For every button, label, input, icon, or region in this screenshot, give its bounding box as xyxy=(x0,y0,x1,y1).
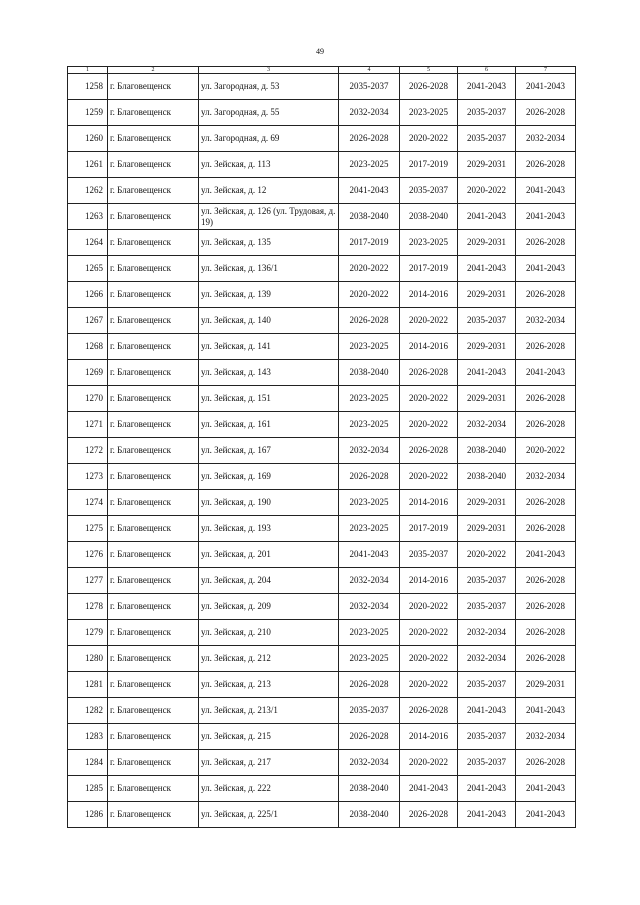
address-cell: ул. Зейская, д. 213/1 xyxy=(199,698,339,724)
table-row xyxy=(68,724,576,750)
address-cell: ул. Загородная, д. 55 xyxy=(199,100,339,126)
period-col4-cell: 2026-2028 xyxy=(339,724,400,750)
period-col7-cell: 2041-2043 xyxy=(516,74,576,100)
page-number: 49 xyxy=(316,47,324,56)
city-cell: г. Благовещенск xyxy=(108,750,199,776)
period-col6-cell: 2020-2022 xyxy=(458,542,516,568)
period-col5-cell: 2035-2037 xyxy=(400,542,458,568)
period-col4-cell: 2041-2043 xyxy=(339,542,400,568)
period-col4-cell: 2023-2025 xyxy=(339,386,400,412)
column-header: 4 xyxy=(339,67,400,74)
period-col7-cell: 2026-2028 xyxy=(516,152,576,178)
housing-repair-schedule-table xyxy=(67,66,576,828)
period-col4-cell: 2032-2034 xyxy=(339,594,400,620)
row-number-cell: 1283 xyxy=(68,724,108,750)
address-cell: ул. Зейская, д. 217 xyxy=(199,750,339,776)
period-col6-cell: 2035-2037 xyxy=(458,126,516,152)
period-col6-cell: 2035-2037 xyxy=(458,724,516,750)
table-row xyxy=(68,386,576,412)
period-col4-cell: 2041-2043 xyxy=(339,178,400,204)
row-number-cell: 1259 xyxy=(68,100,108,126)
city-cell: г. Благовещенск xyxy=(108,698,199,724)
period-col5-cell: 2026-2028 xyxy=(400,438,458,464)
period-col4-cell: 2020-2022 xyxy=(339,256,400,282)
table-row xyxy=(68,74,576,100)
row-number-cell: 1284 xyxy=(68,750,108,776)
table-row xyxy=(68,178,576,204)
period-col6-cell: 2041-2043 xyxy=(458,74,516,100)
row-number-cell: 1269 xyxy=(68,360,108,386)
row-number-cell: 1286 xyxy=(68,802,108,828)
city-cell: г. Благовещенск xyxy=(108,490,199,516)
period-col7-cell: 2032-2034 xyxy=(516,126,576,152)
row-number-cell: 1272 xyxy=(68,438,108,464)
table-row xyxy=(68,542,576,568)
address-cell: ул. Зейская, д. 135 xyxy=(199,230,339,256)
city-cell: г. Благовещенск xyxy=(108,178,199,204)
period-col7-cell: 2026-2028 xyxy=(516,620,576,646)
city-cell: г. Благовещенск xyxy=(108,152,199,178)
row-number-cell: 1281 xyxy=(68,672,108,698)
period-col4-cell: 2035-2037 xyxy=(339,74,400,100)
address-cell: ул. Зейская, д. 139 xyxy=(199,282,339,308)
city-cell: г. Благовещенск xyxy=(108,802,199,828)
table-row xyxy=(68,490,576,516)
period-col4-cell: 2032-2034 xyxy=(339,438,400,464)
period-col5-cell: 2017-2019 xyxy=(400,516,458,542)
city-cell: г. Благовещенск xyxy=(108,230,199,256)
address-cell: ул. Зейская, д. 136/1 xyxy=(199,256,339,282)
city-cell: г. Благовещенск xyxy=(108,74,199,100)
period-col5-cell: 2020-2022 xyxy=(400,672,458,698)
period-col7-cell: 2041-2043 xyxy=(516,204,576,230)
period-col5-cell: 2035-2037 xyxy=(400,178,458,204)
period-col6-cell: 2041-2043 xyxy=(458,698,516,724)
period-col6-cell: 2041-2043 xyxy=(458,360,516,386)
period-col4-cell: 2035-2037 xyxy=(339,698,400,724)
period-col6-cell: 2029-2031 xyxy=(458,334,516,360)
address-cell: ул. Зейская, д. 161 xyxy=(199,412,339,438)
period-col6-cell: 2035-2037 xyxy=(458,100,516,126)
table-row xyxy=(68,360,576,386)
period-col6-cell: 2035-2037 xyxy=(458,594,516,620)
period-col5-cell: 2020-2022 xyxy=(400,386,458,412)
row-number-cell: 1266 xyxy=(68,282,108,308)
period-col5-cell: 2026-2028 xyxy=(400,74,458,100)
period-col4-cell: 2023-2025 xyxy=(339,152,400,178)
period-col6-cell: 2035-2037 xyxy=(458,308,516,334)
table-row xyxy=(68,750,576,776)
period-col5-cell: 2020-2022 xyxy=(400,750,458,776)
row-number-cell: 1271 xyxy=(68,412,108,438)
period-col4-cell: 2026-2028 xyxy=(339,672,400,698)
period-col6-cell: 2020-2022 xyxy=(458,178,516,204)
period-col5-cell: 2038-2040 xyxy=(400,204,458,230)
row-number-cell: 1277 xyxy=(68,568,108,594)
period-col6-cell: 2041-2043 xyxy=(458,204,516,230)
period-col6-cell: 2035-2037 xyxy=(458,750,516,776)
period-col6-cell: 2035-2037 xyxy=(458,568,516,594)
period-col6-cell: 2032-2034 xyxy=(458,620,516,646)
city-cell: г. Благовещенск xyxy=(108,724,199,750)
row-number-cell: 1278 xyxy=(68,594,108,620)
city-cell: г. Благовещенск xyxy=(108,256,199,282)
period-col4-cell: 2023-2025 xyxy=(339,490,400,516)
address-cell: ул. Зейская, д. 201 xyxy=(199,542,339,568)
table-row xyxy=(68,152,576,178)
address-cell: ул. Загородная, д. 53 xyxy=(199,74,339,100)
table-row xyxy=(68,256,576,282)
period-col7-cell: 2026-2028 xyxy=(516,646,576,672)
period-col5-cell: 2017-2019 xyxy=(400,256,458,282)
city-cell: г. Благовещенск xyxy=(108,516,199,542)
period-col4-cell: 2038-2040 xyxy=(339,802,400,828)
address-cell: ул. Зейская, д. 225/1 xyxy=(199,802,339,828)
period-col4-cell: 2026-2028 xyxy=(339,126,400,152)
period-col7-cell: 2041-2043 xyxy=(516,542,576,568)
period-col4-cell: 2023-2025 xyxy=(339,620,400,646)
period-col6-cell: 2029-2031 xyxy=(458,490,516,516)
city-cell: г. Благовещенск xyxy=(108,126,199,152)
period-col6-cell: 2041-2043 xyxy=(458,802,516,828)
city-cell: г. Благовещенск xyxy=(108,620,199,646)
table-row xyxy=(68,672,576,698)
period-col4-cell: 2038-2040 xyxy=(339,204,400,230)
address-cell: ул. Зейская, д. 141 xyxy=(199,334,339,360)
period-col4-cell: 2017-2019 xyxy=(339,230,400,256)
city-cell: г. Благовещенск xyxy=(108,282,199,308)
period-col6-cell: 2029-2031 xyxy=(458,282,516,308)
period-col7-cell: 2032-2034 xyxy=(516,464,576,490)
address-cell: ул. Зейская, д. 151 xyxy=(199,386,339,412)
period-col4-cell: 2032-2034 xyxy=(339,750,400,776)
city-cell: г. Благовещенск xyxy=(108,594,199,620)
period-col4-cell: 2032-2034 xyxy=(339,100,400,126)
city-cell: г. Благовещенск xyxy=(108,438,199,464)
period-col6-cell: 2032-2034 xyxy=(458,412,516,438)
period-col5-cell: 2026-2028 xyxy=(400,698,458,724)
row-number-cell: 1261 xyxy=(68,152,108,178)
table-row xyxy=(68,620,576,646)
period-col6-cell: 2041-2043 xyxy=(458,256,516,282)
period-col5-cell: 2020-2022 xyxy=(400,594,458,620)
address-cell: ул. Зейская, д. 169 xyxy=(199,464,339,490)
row-number-cell: 1258 xyxy=(68,74,108,100)
period-col4-cell: 2020-2022 xyxy=(339,282,400,308)
period-col5-cell: 2026-2028 xyxy=(400,360,458,386)
address-cell: ул. Зейская, д. 222 xyxy=(199,776,339,802)
table-row xyxy=(68,412,576,438)
table-row xyxy=(68,438,576,464)
period-col7-cell: 2026-2028 xyxy=(516,282,576,308)
period-col4-cell: 2023-2025 xyxy=(339,646,400,672)
table-row xyxy=(68,204,576,230)
row-number-cell: 1282 xyxy=(68,698,108,724)
period-col5-cell: 2020-2022 xyxy=(400,126,458,152)
period-col6-cell: 2041-2043 xyxy=(458,776,516,802)
table-row xyxy=(68,282,576,308)
period-col7-cell: 2026-2028 xyxy=(516,100,576,126)
table-row xyxy=(68,698,576,724)
table-row xyxy=(68,594,576,620)
city-cell: г. Благовещенск xyxy=(108,204,199,230)
period-col4-cell: 2038-2040 xyxy=(339,776,400,802)
address-cell: ул. Зейская, д. 113 xyxy=(199,152,339,178)
period-col5-cell: 2020-2022 xyxy=(400,412,458,438)
address-cell: ул. Зейская, д. 212 xyxy=(199,646,339,672)
table-row xyxy=(68,776,576,802)
column-header: 7 xyxy=(516,67,576,74)
address-cell: ул. Зейская, д. 215 xyxy=(199,724,339,750)
table-row xyxy=(68,516,576,542)
row-number-cell: 1275 xyxy=(68,516,108,542)
city-cell: г. Благовещенск xyxy=(108,334,199,360)
table-row xyxy=(68,464,576,490)
table-row xyxy=(68,646,576,672)
city-cell: г. Благовещенск xyxy=(108,646,199,672)
period-col5-cell: 2014-2016 xyxy=(400,490,458,516)
row-number-cell: 1276 xyxy=(68,542,108,568)
period-col5-cell: 2020-2022 xyxy=(400,646,458,672)
address-cell: ул. Зейская, д. 167 xyxy=(199,438,339,464)
period-col7-cell: 2041-2043 xyxy=(516,776,576,802)
period-col4-cell: 2038-2040 xyxy=(339,360,400,386)
row-number-cell: 1270 xyxy=(68,386,108,412)
period-col6-cell: 2035-2037 xyxy=(458,672,516,698)
city-cell: г. Благовещенск xyxy=(108,100,199,126)
city-cell: г. Благовещенск xyxy=(108,776,199,802)
period-col7-cell: 2029-2031 xyxy=(516,672,576,698)
period-col6-cell: 2032-2034 xyxy=(458,646,516,672)
period-col5-cell: 2014-2016 xyxy=(400,724,458,750)
period-col5-cell: 2020-2022 xyxy=(400,464,458,490)
period-col7-cell: 2026-2028 xyxy=(516,750,576,776)
period-col5-cell: 2041-2043 xyxy=(400,776,458,802)
address-cell: ул. Зейская, д. 204 xyxy=(199,568,339,594)
row-number-cell: 1285 xyxy=(68,776,108,802)
period-col4-cell: 2026-2028 xyxy=(339,464,400,490)
address-cell: ул. Зейская, д. 213 xyxy=(199,672,339,698)
table-row xyxy=(68,568,576,594)
address-cell: ул. Загородная, д. 69 xyxy=(199,126,339,152)
city-cell: г. Благовещенск xyxy=(108,360,199,386)
period-col7-cell: 2041-2043 xyxy=(516,360,576,386)
address-cell: ул. Зейская, д. 193 xyxy=(199,516,339,542)
period-col7-cell: 2041-2043 xyxy=(516,178,576,204)
period-col4-cell: 2026-2028 xyxy=(339,308,400,334)
period-col5-cell: 2014-2016 xyxy=(400,334,458,360)
period-col7-cell: 2026-2028 xyxy=(516,230,576,256)
row-number-cell: 1262 xyxy=(68,178,108,204)
period-col5-cell: 2023-2025 xyxy=(400,100,458,126)
address-cell: ул. Зейская, д. 140 xyxy=(199,308,339,334)
period-col6-cell: 2029-2031 xyxy=(458,230,516,256)
table-row xyxy=(68,802,576,828)
period-col5-cell: 2026-2028 xyxy=(400,802,458,828)
period-col7-cell: 2026-2028 xyxy=(516,490,576,516)
period-col6-cell: 2038-2040 xyxy=(458,438,516,464)
period-col5-cell: 2017-2019 xyxy=(400,152,458,178)
row-number-cell: 1279 xyxy=(68,620,108,646)
address-cell: ул. Зейская, д. 210 xyxy=(199,620,339,646)
table-row xyxy=(68,230,576,256)
city-cell: г. Благовещенск xyxy=(108,412,199,438)
city-cell: г. Благовещенск xyxy=(108,672,199,698)
period-col7-cell: 2041-2043 xyxy=(516,802,576,828)
address-cell: ул. Зейская, д. 12 xyxy=(199,178,339,204)
period-col7-cell: 2026-2028 xyxy=(516,516,576,542)
period-col7-cell: 2020-2022 xyxy=(516,438,576,464)
period-col7-cell: 2032-2034 xyxy=(516,724,576,750)
city-cell: г. Благовещенск xyxy=(108,386,199,412)
column-header: 6 xyxy=(458,67,516,74)
table-row xyxy=(68,126,576,152)
row-number-cell: 1264 xyxy=(68,230,108,256)
period-col7-cell: 2041-2043 xyxy=(516,698,576,724)
period-col4-cell: 2023-2025 xyxy=(339,516,400,542)
column-number-header-row xyxy=(68,67,576,74)
row-number-cell: 1265 xyxy=(68,256,108,282)
city-cell: г. Благовещенск xyxy=(108,464,199,490)
row-number-cell: 1273 xyxy=(68,464,108,490)
period-col5-cell: 2020-2022 xyxy=(400,620,458,646)
period-col7-cell: 2026-2028 xyxy=(516,568,576,594)
address-cell: ул. Зейская, д. 190 xyxy=(199,490,339,516)
city-cell: г. Благовещенск xyxy=(108,308,199,334)
row-number-cell: 1274 xyxy=(68,490,108,516)
address-cell: ул. Зейская, д. 126 (ул. Трудовая, д. 19) xyxy=(199,204,339,230)
address-cell: ул. Зейская, д. 209 xyxy=(199,594,339,620)
table-row xyxy=(68,334,576,360)
period-col7-cell: 2026-2028 xyxy=(516,334,576,360)
period-col5-cell: 2023-2025 xyxy=(400,230,458,256)
row-number-cell: 1280 xyxy=(68,646,108,672)
city-cell: г. Благовещенск xyxy=(108,568,199,594)
period-col6-cell: 2038-2040 xyxy=(458,464,516,490)
city-cell: г. Благовещенск xyxy=(108,542,199,568)
period-col6-cell: 2029-2031 xyxy=(458,386,516,412)
column-header: 2 xyxy=(108,67,199,74)
column-header: 5 xyxy=(400,67,458,74)
period-col6-cell: 2029-2031 xyxy=(458,516,516,542)
period-col7-cell: 2032-2034 xyxy=(516,308,576,334)
period-col6-cell: 2029-2031 xyxy=(458,152,516,178)
period-col7-cell: 2026-2028 xyxy=(516,386,576,412)
row-number-cell: 1260 xyxy=(68,126,108,152)
row-number-cell: 1268 xyxy=(68,334,108,360)
period-col4-cell: 2023-2025 xyxy=(339,334,400,360)
period-col7-cell: 2026-2028 xyxy=(516,412,576,438)
period-col4-cell: 2023-2025 xyxy=(339,412,400,438)
row-number-cell: 1267 xyxy=(68,308,108,334)
period-col7-cell: 2026-2028 xyxy=(516,594,576,620)
period-col7-cell: 2041-2043 xyxy=(516,256,576,282)
table-row xyxy=(68,308,576,334)
row-number-cell: 1263 xyxy=(68,204,108,230)
column-header: 1 xyxy=(68,67,108,74)
period-col4-cell: 2032-2034 xyxy=(339,568,400,594)
column-header: 3 xyxy=(199,67,339,74)
address-cell: ул. Зейская, д. 143 xyxy=(199,360,339,386)
period-col5-cell: 2020-2022 xyxy=(400,308,458,334)
table-row xyxy=(68,100,576,126)
period-col5-cell: 2014-2016 xyxy=(400,282,458,308)
period-col5-cell: 2014-2016 xyxy=(400,568,458,594)
